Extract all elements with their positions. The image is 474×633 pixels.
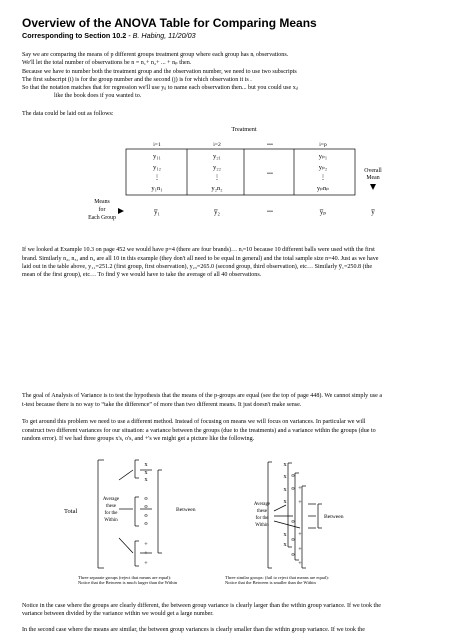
svg-text:o: o	[291, 472, 295, 479]
means-label-1: Means	[94, 199, 110, 205]
cell-middle-dots: •••	[267, 171, 273, 177]
svg-text:o: o	[144, 512, 148, 519]
svg-text:x: x	[283, 473, 287, 480]
cell-col2-ellipsis: ⋮	[213, 174, 221, 181]
between-label-right: Between	[324, 514, 344, 520]
average-label-left-3: for the	[104, 511, 118, 516]
col-header-1: i=1	[153, 142, 161, 148]
means-label-2: for	[98, 207, 106, 213]
treatment-label: Treatment	[231, 126, 257, 133]
svg-text:x: x	[283, 531, 287, 538]
svg-text:x: x	[283, 541, 287, 548]
average-label-left-4: Within	[104, 518, 118, 523]
svg-text:+: +	[298, 560, 302, 567]
average-label-left-2: these	[105, 504, 117, 509]
svg-text:o: o	[291, 551, 295, 558]
cell-y12: y₁₂	[153, 164, 161, 171]
col-header-3: •••	[267, 142, 273, 148]
cell-y21: y₂₁	[213, 153, 221, 160]
cell-col1-ellipsis: ⋮	[153, 174, 161, 181]
cell-y11: y₁₁	[153, 153, 161, 160]
average-label-right-1: Average	[253, 502, 271, 507]
intro-line-3: Because we have to number both the treatment group and the observation number, we need to use two subscripts	[22, 69, 297, 75]
svg-text:+: +	[298, 499, 302, 506]
cell-ypnp: yₚnₚ	[316, 185, 330, 192]
example-line-3: laid out in the table above, y₁₁=251.2 (first group, first observation), y₂₃=265.0 (second group, third observation), etc… Similarly y̅₁=250.8 (the	[22, 264, 373, 270]
svg-text:+: +	[144, 550, 148, 557]
group-mean-2: y̅₂	[214, 208, 220, 216]
mean-label: Mean	[366, 175, 380, 181]
right-caption-1: Three similar groups: (fail to reject that means are equal):	[225, 575, 329, 580]
example-line-2: brand. Similarly n₂, n₃, and n₄ are all 10 in this example (they don't all need to be equal in general) and the total sample size n=40. Just as we have	[22, 256, 379, 262]
cell-y2n2: y₂n₂	[211, 185, 223, 192]
svg-text:x: x	[283, 498, 287, 505]
group-mean-dots: •••	[267, 209, 273, 215]
subtitle-section: Corresponding to Section 10.2	[22, 31, 127, 40]
notice-line-2: variance between divided by the variance within we would get a large number.	[22, 611, 214, 617]
page-title: Overview of the ANOVA Table for Comparing Means	[22, 16, 317, 30]
svg-text:x: x	[283, 486, 287, 493]
svg-text:+: +	[298, 485, 302, 492]
svg-text:x: x	[144, 469, 148, 476]
means-label-3: Each Group	[88, 215, 116, 221]
author-date: - B. Habing, 11/20/03	[128, 31, 196, 40]
method-line-3: random error). If we had three groups x's, o's, and +'s we might get a picture like the following.	[22, 436, 255, 442]
notice-line-1: Notice in the case where the groups are clearly different, the between group variance is clearly larger than the within group variance. If we took the	[22, 603, 381, 609]
svg-text:o: o	[291, 485, 295, 492]
group-mean-p: y̅ₚ	[319, 208, 327, 216]
left-caption-2: Notice that the Between is much larger than the Within	[78, 580, 177, 585]
average-label-right-4: Within	[255, 523, 269, 528]
total-label: Total	[64, 508, 78, 515]
average-label-left-1: Average	[102, 497, 120, 502]
average-label-right-3: for the	[255, 516, 269, 521]
overall-label: Overall	[364, 168, 382, 174]
svg-text:x: x	[144, 476, 148, 483]
svg-text:+: +	[298, 546, 302, 553]
cell-y1n1: y₁n₁	[151, 185, 163, 192]
second-case-line: In the second case where the means are similar, the between group variances is clearly smaller than the within group variance. If we took the	[22, 627, 365, 633]
svg-text:o: o	[144, 503, 148, 510]
between-label-left: Between	[176, 507, 196, 513]
left-caption-1: Three separate groups (reject that means are equal):	[78, 575, 172, 580]
method-line-1: To get around this problem we need to use a different method. Instead of focusing on means we will focus on variances. In particular we will	[22, 419, 366, 425]
intro-line-5: So that the notation matches that for regression we'll use yᵢⱼ to name each observation then... but you could use xᵢⱼ	[22, 85, 298, 91]
example-line-4: mean of the first group), etc… To find y̅ we would have to take the average of all 40 observations.	[22, 272, 262, 278]
example-line-1: If we looked at Example 10.3 on page 452 we would have p=4 (there are four brands)… nᵢ=10 because 10 different balls were used with the first	[22, 247, 375, 253]
right-caption-2: Notice that the Between is smaller than the Within	[225, 580, 316, 585]
intro-line-6: like the book does if you wanted to.	[54, 93, 142, 99]
svg-text:o: o	[291, 518, 295, 525]
svg-text:+: +	[144, 560, 148, 567]
cell-yp1: yₚ₁	[318, 153, 328, 160]
svg-text:o: o	[291, 536, 295, 543]
intro-line-1: Say we are comparing the means of p different groups treatment group where each group has nᵢ observations.	[22, 52, 289, 58]
intro-line-2: We'll let the total number of observations be n = n₁+ n₂+ ... + nₚ then.	[22, 60, 192, 66]
svg-text:x: x	[144, 461, 148, 468]
cell-yp2: yₚ₂	[318, 164, 328, 171]
svg-text:o: o	[144, 495, 148, 502]
col-header-2: i=2	[213, 142, 221, 148]
goal-line-2: t-test because there is no way to “take the difference” of more than two different means. It just doesn't make sense.	[22, 402, 302, 408]
overall-mean: y̅	[371, 208, 375, 216]
group-mean-1: y̅₁	[154, 208, 160, 216]
cell-y22: y₂₂	[213, 164, 221, 171]
average-label-right-2: these	[256, 509, 268, 514]
svg-text:x: x	[283, 461, 287, 468]
svg-text:o: o	[144, 520, 148, 527]
col-header-p: i=p	[319, 142, 327, 148]
cell-colp-ellipsis: ⋮	[319, 174, 327, 181]
svg-text:+: +	[298, 531, 302, 538]
goal-line-1: The goal of Analysis of Variance is to test the hypothesis that the means of the p-groups are equal (see the top of page 448). We cannot simply use a	[22, 393, 383, 399]
intro-line-4: The first subscript (i) is for the group number and the second (j) is for which observation it is .	[22, 77, 252, 83]
layout-intro: The data could be laid out as follows:	[22, 111, 114, 117]
method-line-2: construct two different variances for our situation: a variance between the groups (due to the treatments) and a variance within the groups (due to	[22, 428, 376, 434]
svg-text:+: +	[144, 541, 148, 548]
